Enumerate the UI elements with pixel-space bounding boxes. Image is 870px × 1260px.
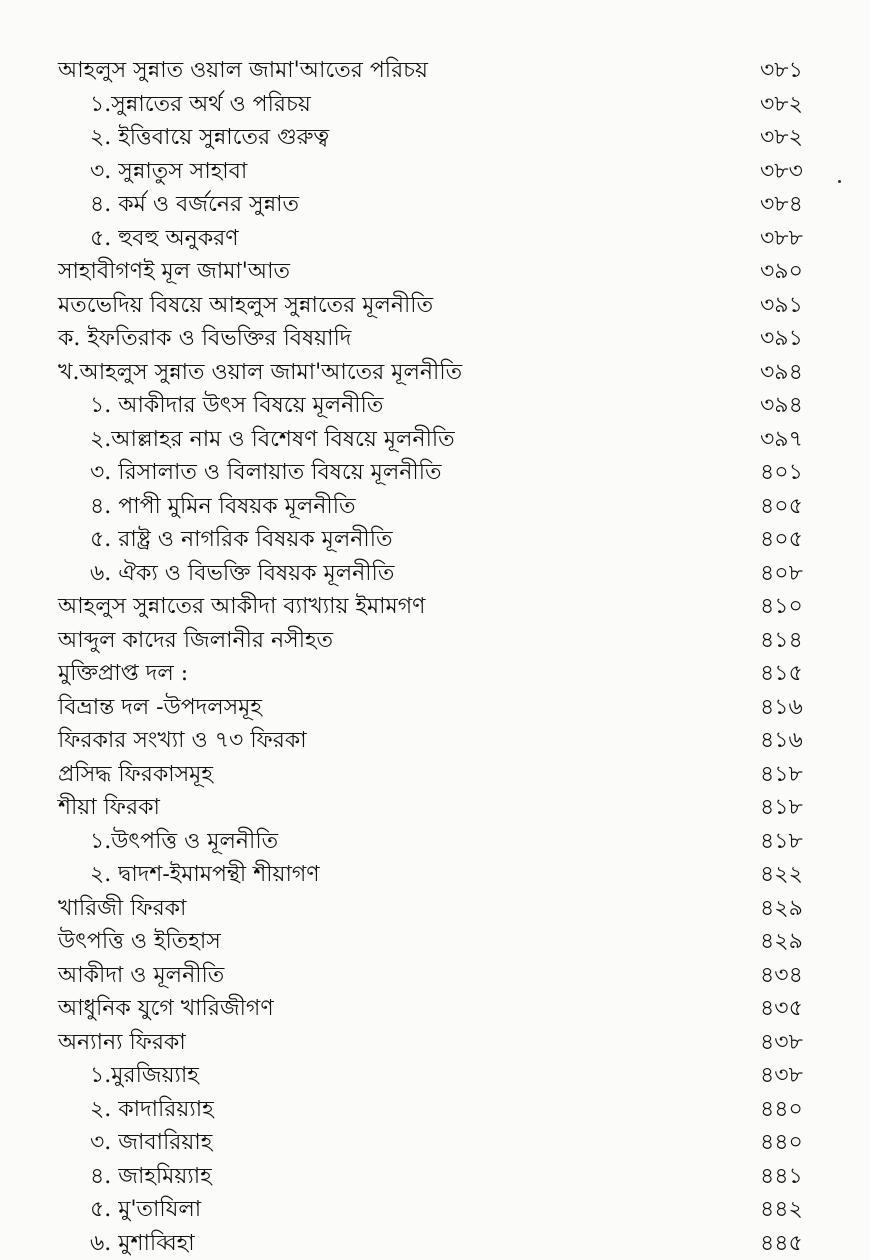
toc-entry-title: মতভেদিয় বিষয়ে আহলুস সুন্নাতের মূলনীতি <box>58 289 433 323</box>
toc-entry-title: আধুনিক যুগে খারিজীগণ <box>58 992 274 1026</box>
toc-entry-page-number: ৪০৫ <box>760 523 803 557</box>
toc-entry-title: ৫. মু'তাযিলা <box>90 1193 201 1227</box>
toc-entry <box>58 624 818 658</box>
toc-entry-title: ২. কাদারিয়্যাহ <box>90 1093 214 1127</box>
toc-entry <box>58 691 818 725</box>
toc-entry-page-number: ৪১৬ <box>760 691 803 725</box>
toc-entry-title: আহলুস সুন্নাত ওয়াল জামা'আতের পরিচয় <box>58 54 428 88</box>
toc-entry <box>58 590 818 624</box>
table-of-contents <box>58 54 818 1260</box>
toc-entry-page-number: ৪১৮ <box>760 825 803 859</box>
toc-entry <box>58 858 818 892</box>
toc-entry-title: ক. ইফতিরাক ও বিভক্তির বিষয়াদি <box>58 322 351 356</box>
toc-entry-title: শীয়া ফিরকা <box>58 791 160 825</box>
toc-entry <box>58 557 818 591</box>
toc-entry-page-number: ৪১৮ <box>760 758 803 792</box>
toc-entry-title: ১. আকীদার উৎস বিষয়ে মূলনীতি <box>90 389 383 423</box>
toc-entry <box>58 724 818 758</box>
toc-entry-title: খারিজী ফিরকা <box>58 892 186 926</box>
toc-entry-title: আহলুস সুন্নাতের আকীদা ব্যাখ্যায় ইমামগণ <box>58 590 425 624</box>
toc-entry-title: ৪. কর্ম ও বর্জনের সুন্নাত <box>90 188 299 222</box>
toc-entry-page-number: ৪১৫ <box>760 657 803 691</box>
toc-entry-title: ৪. জাহমিয়্যাহ <box>90 1160 212 1194</box>
toc-entry-page-number: ৩৮৪ <box>760 188 803 222</box>
toc-entry-page-number: ৩৯১ <box>760 289 803 323</box>
toc-entry <box>58 423 818 457</box>
toc-entry <box>58 892 818 926</box>
toc-entry-page-number: ৪৩৮ <box>760 1026 803 1060</box>
toc-entry-page-number: ৪০৮ <box>760 557 803 591</box>
toc-entry-page-number: ৪১৬ <box>760 724 803 758</box>
toc-entry-page-number: ৩৮২ <box>760 121 803 155</box>
toc-entry-page-number: ৪৩৪ <box>760 959 803 993</box>
toc-entry <box>58 322 818 356</box>
toc-entry <box>58 959 818 993</box>
toc-entry <box>58 1026 818 1060</box>
toc-entry-page-number: ৪১৮ <box>760 791 803 825</box>
toc-entry <box>58 456 818 490</box>
toc-entry-page-number: ৪৪০ <box>760 1126 803 1160</box>
toc-entry <box>58 356 818 390</box>
toc-entry <box>58 155 818 189</box>
toc-entry <box>58 758 818 792</box>
toc-entry <box>58 1093 818 1127</box>
toc-entry-title: ১.মুরজিয়্যাহ <box>90 1059 199 1093</box>
toc-entry-page-number: ৪৩৮ <box>760 1059 803 1093</box>
toc-entry-page-number: ৩৮২ <box>760 88 803 122</box>
toc-entry-page-number: ৩৯৪ <box>760 389 803 423</box>
toc-entry-title: ফিরকার সংখ্যা ও ৭৩ ফিরকা <box>58 724 307 758</box>
toc-entry-title: ৪. পাপী মুমিন বিষয়ক মূলনীতি <box>90 490 356 524</box>
toc-entry <box>58 1160 818 1194</box>
toc-entry-page-number: ৪২৯ <box>760 925 803 959</box>
toc-entry-page-number: ৩৮৮ <box>760 222 803 256</box>
toc-entry <box>58 523 818 557</box>
toc-entry <box>58 188 818 222</box>
toc-entry-page-number: ৩৯১ <box>760 322 803 356</box>
toc-entry-title: আকীদা ও মূলনীতি <box>58 959 224 993</box>
toc-entry <box>58 222 818 256</box>
toc-entry-title: ৩. সুন্নাতুস সাহাবা <box>90 155 247 189</box>
toc-entry-title: ৩. জাবারিয়াহ <box>90 1126 212 1160</box>
toc-entry-title: খ.আহলুস সুন্নাত ওয়াল জামা'আতের মূলনীতি <box>58 356 462 390</box>
toc-entry <box>58 389 818 423</box>
toc-entry <box>58 289 818 323</box>
toc-entry-page-number: ৪৪০ <box>760 1093 803 1127</box>
toc-entry-title: প্রসিদ্ধ ফিরকাসমূহ <box>58 758 213 792</box>
toc-entry-page-number: ৪০১ <box>760 456 803 490</box>
toc-entry <box>58 657 818 691</box>
toc-entry-page-number: ৪০৫ <box>760 490 803 524</box>
toc-entry-page-number: ৪১৪ <box>760 624 803 658</box>
toc-entry-page-number: ৩৯০ <box>760 255 803 289</box>
toc-entry-page-number: ৩৯৭ <box>760 423 803 457</box>
toc-entry <box>58 925 818 959</box>
toc-entry <box>58 121 818 155</box>
toc-entry-title: ২. দ্বাদশ-ইমামপন্থী শীয়াগণ <box>90 858 320 892</box>
toc-entry-page-number: ৩৮১ <box>760 54 803 88</box>
toc-entry-page-number: ৪৪৫ <box>760 1227 803 1260</box>
toc-entry <box>58 1126 818 1160</box>
toc-entry-page-number: ৩৯৪ <box>760 356 803 390</box>
toc-entry-page-number: ৪১০ <box>760 590 803 624</box>
toc-entry <box>58 791 818 825</box>
toc-entry <box>58 825 818 859</box>
toc-entry-title: উৎপত্তি ও ইতিহাস <box>58 925 221 959</box>
toc-entry-title: ৬. মুশাব্বিহা <box>90 1227 195 1260</box>
toc-entry-title: ৬. ঐক্য ও বিভক্তি বিষয়ক মূলনীতি <box>90 557 394 591</box>
toc-entry-title: ৫. রাষ্ট্র ও নাগরিক বিষয়ক মূলনীতি <box>90 523 393 557</box>
toc-entry <box>58 1193 818 1227</box>
print-speck <box>838 180 841 183</box>
toc-entry-page-number: ৪৩৫ <box>760 992 803 1026</box>
toc-entry-title: অন্যান্য ফিরকা <box>58 1026 186 1060</box>
toc-entry <box>58 992 818 1026</box>
toc-entry <box>58 1059 818 1093</box>
toc-entry-title: বিভ্রান্ত দল -উপদলসমূহ <box>58 691 262 725</box>
toc-entry-title: ১.সুন্নাতের অর্থ ও পরিচয় <box>90 88 311 122</box>
toc-entry-title: ২.আল্লাহর নাম ও বিশেষণ বিষয়ে মূলনীতি <box>90 423 455 457</box>
toc-entry-page-number: ৪২২ <box>760 858 803 892</box>
toc-entry <box>58 255 818 289</box>
toc-entry-title: ৩. রিসালাত ও বিলায়াত বিষয়ে মূলনীতি <box>90 456 442 490</box>
toc-entry <box>58 490 818 524</box>
toc-entry-title: মুক্তিপ্রাপ্ত দল : <box>58 657 188 691</box>
toc-entry-page-number: ৩৮৩ <box>760 155 803 189</box>
toc-entry <box>58 54 818 88</box>
toc-entry-page-number: ৪৪১ <box>760 1160 803 1194</box>
toc-entry-title: ২. ইত্তিবায়ে সুন্নাতের গুরুত্ব <box>90 121 329 155</box>
toc-entry-title: ৫. হুবহু অনুকরণ <box>90 222 239 256</box>
toc-entry <box>58 88 818 122</box>
toc-entry-page-number: ৪৪২ <box>760 1193 803 1227</box>
toc-entry-title: সাহাবীগণই মূল জামা'আত <box>58 255 290 289</box>
toc-entry-page-number: ৪২৯ <box>760 892 803 926</box>
toc-entry-title: আব্দুল কাদের জিলানীর নসীহত <box>58 624 333 658</box>
toc-entry-title: ১.উৎপত্তি ও মূলনীতি <box>90 825 278 859</box>
